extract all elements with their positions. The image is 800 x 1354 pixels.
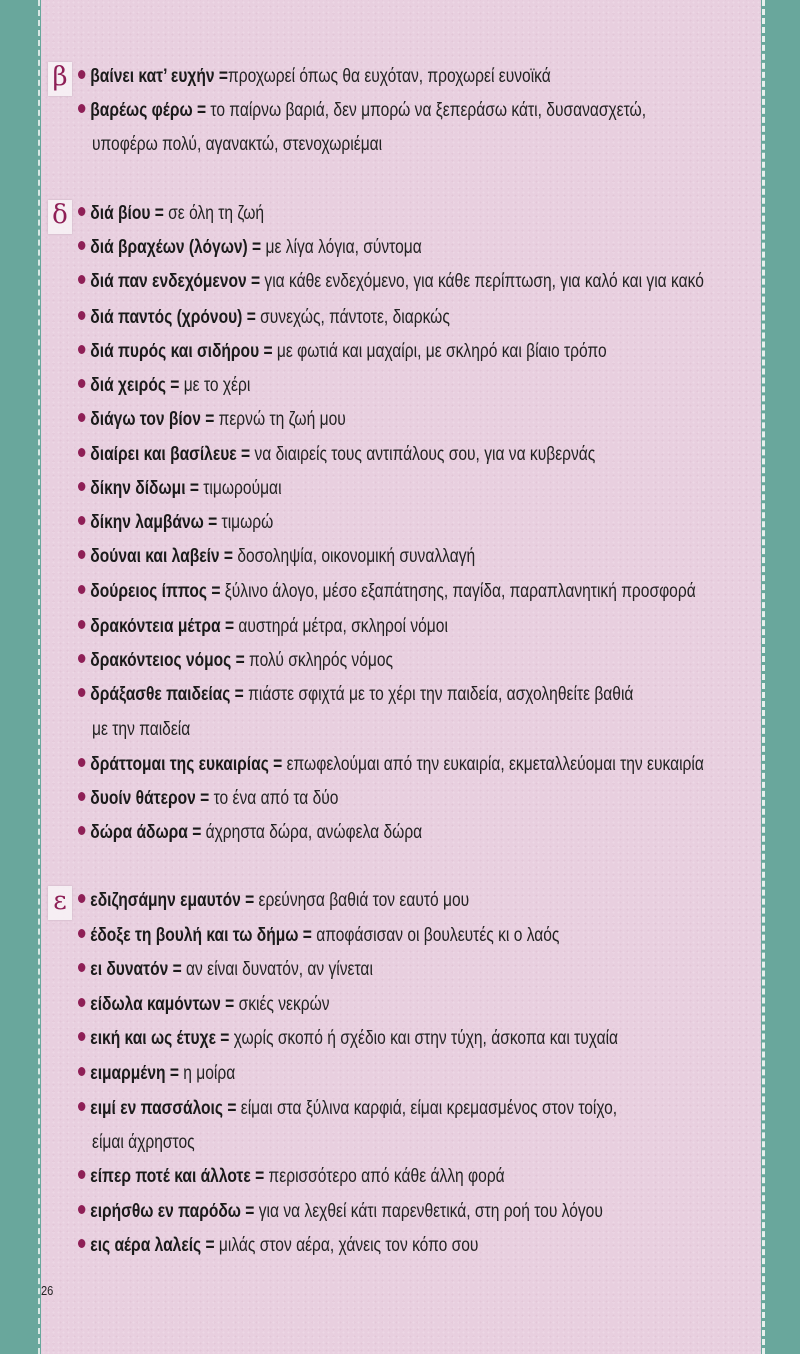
list-item: ει δυνατόν = αν είναι δυνατόν, αν γίνεται bbox=[78, 953, 636, 987]
list-item: δρακόντεια μέτρα = αυστηρά μέτρα, σκληροί νόμοι bbox=[78, 610, 636, 644]
bullet-icon bbox=[78, 207, 85, 216]
list-item: δίκην λαμβάνω = τιμωρώ bbox=[78, 506, 636, 540]
bullet-icon bbox=[78, 585, 85, 594]
section-letter-delta: δ bbox=[48, 200, 72, 234]
bullet-icon bbox=[78, 963, 85, 972]
bullet-icon bbox=[78, 894, 85, 903]
bullet-icon bbox=[78, 1102, 85, 1111]
list-item: δούναι και λαβείν = δοσοληψία, οικονομική συναλλαγή bbox=[78, 540, 636, 574]
bullet-icon bbox=[78, 758, 85, 767]
left-border bbox=[0, 0, 42, 1354]
list-item: διά παν ενδεχόμενον = για κάθε ενδεχόμενο, για κάθε περίπτωση, για καλό και για κακό bbox=[78, 265, 636, 299]
list-item: δυοίν θάτερον = το ένα από τα δύο bbox=[78, 782, 636, 816]
list-item: διάγω τον βίον = περνώ τη ζωή μου bbox=[78, 403, 636, 437]
list-item: ειρήσθω εν παρόδω = για να λεχθεί κάτι παρενθετικά, στη ροή του λόγου bbox=[78, 1195, 636, 1229]
bullet-icon bbox=[78, 104, 85, 113]
list-item: διά πυρός και σιδήρου = με φωτιά και μαχαίρι, με σκληρό και βίαιο τρόπο bbox=[78, 335, 636, 369]
list-item: ειμί εν πασσάλοις = είμαι στα ξύλινα καρφιά, είμαι κρεμασμένος στον τοίχο, bbox=[78, 1092, 636, 1126]
right-stitching bbox=[762, 0, 765, 1354]
list-item: έδοξε τη βουλή και τω δήμω = αποφάσισαν οι βουλευτές κι ο λαός bbox=[78, 919, 636, 953]
list-item: είδωλα καμόντων = σκιές νεκρών bbox=[78, 988, 636, 1022]
bullet-icon bbox=[78, 654, 85, 663]
bullet-icon bbox=[78, 929, 85, 938]
list-item: εική και ως έτυχε = χωρίς σκοπό ή σχέδιο και στην τύχη, άσκοπα και τυχαία bbox=[78, 1022, 636, 1056]
bullet-icon bbox=[78, 1067, 85, 1076]
list-item: δίκην δίδωμι = τιμωρούμαι bbox=[78, 472, 636, 506]
bullet-icon bbox=[78, 70, 85, 79]
bullet-icon bbox=[78, 1032, 85, 1041]
list-item: δρακόντειος νόμος = πολύ σκληρός νόμος bbox=[78, 644, 636, 678]
bullet-icon bbox=[78, 311, 85, 320]
bullet-icon bbox=[78, 482, 85, 491]
list-item: διά βραχέων (λόγων) = με λίγα λόγια, σύντομα bbox=[78, 231, 636, 265]
section-letter-beta: β bbox=[48, 62, 72, 96]
list-item: δράξασθε παιδείας = πιάστε σφιχτά με το χέρι την παιδεία, ασχοληθείτε βαθιά bbox=[78, 678, 636, 712]
bullet-icon bbox=[78, 688, 85, 697]
list-item: διά παντός (χρόνου) = συνεχώς, πάντοτε, διαρκώς bbox=[78, 301, 636, 335]
bullet-icon bbox=[78, 345, 85, 354]
section-letter-epsilon: ε bbox=[48, 886, 72, 920]
list-item: εις αέρα λαλείς = μιλάς στον αέρα, χάνεις τον κόπο σου bbox=[78, 1229, 636, 1263]
bullet-icon bbox=[78, 241, 85, 250]
bullet-icon bbox=[78, 516, 85, 525]
page-number: 26 bbox=[41, 1283, 54, 1298]
left-stitching bbox=[38, 0, 40, 1354]
list-item: δούρειος ίππος = ξύλινο άλογο, μέσο εξαπάτησης, παγίδα, παραπλανητική προσφορά bbox=[78, 575, 636, 609]
bullet-icon bbox=[78, 998, 85, 1007]
bullet-icon bbox=[78, 1205, 85, 1214]
bullet-icon bbox=[78, 620, 85, 629]
list-item-continuation: με την παιδεία bbox=[92, 719, 191, 740]
list-item-continuation: υποφέρω πολύ, αγανακτώ, στενοχωριέμαι bbox=[92, 134, 383, 155]
list-item: δράττομαι της ευκαιρίας = επωφελούμαι από την ευκαιρία, εκμεταλλεύομαι την ευκαιρία bbox=[78, 748, 636, 782]
list-item: διά βίου = σε όλη τη ζωή bbox=[78, 197, 636, 231]
list-item: βαίνει κατ’ ευχήν =προχωρεί όπως θα ευχόταν, προχωρεί ευνοϊκά bbox=[78, 60, 636, 94]
bullet-icon bbox=[78, 413, 85, 422]
bullet-icon bbox=[78, 1239, 85, 1248]
bullet-icon bbox=[78, 550, 85, 559]
list-item: διά χειρός = με το χέρι bbox=[78, 369, 636, 403]
list-item: εδιζησάμην εμαυτόν = ερεύνησα βαθιά τον εαυτό μου bbox=[78, 884, 636, 918]
list-item-continuation: είμαι άχρηστος bbox=[92, 1132, 195, 1153]
bullet-icon bbox=[78, 792, 85, 801]
bullet-icon bbox=[78, 826, 85, 835]
bullet-icon bbox=[78, 379, 85, 388]
list-item: δώρα άδωρα = άχρηστα δώρα, ανώφελα δώρα bbox=[78, 816, 636, 850]
list-item: ειμαρμένη = η μοίρα bbox=[78, 1057, 636, 1091]
bullet-icon bbox=[78, 1170, 85, 1179]
list-item: είπερ ποτέ και άλλοτε = περισσότερο από κάθε άλλη φορά bbox=[78, 1160, 636, 1194]
list-item: διαίρει και βασίλευε = να διαιρείς τους αντιπάλους σου, για να κυβερνάς bbox=[78, 438, 636, 472]
bullet-icon bbox=[78, 448, 85, 457]
right-border bbox=[761, 0, 800, 1354]
list-item: βαρέως φέρω = το παίρνω βαριά, δεν μπορώ να ξεπεράσω κάτι, δυσανασχετώ, bbox=[78, 94, 636, 128]
bullet-icon bbox=[78, 275, 85, 284]
